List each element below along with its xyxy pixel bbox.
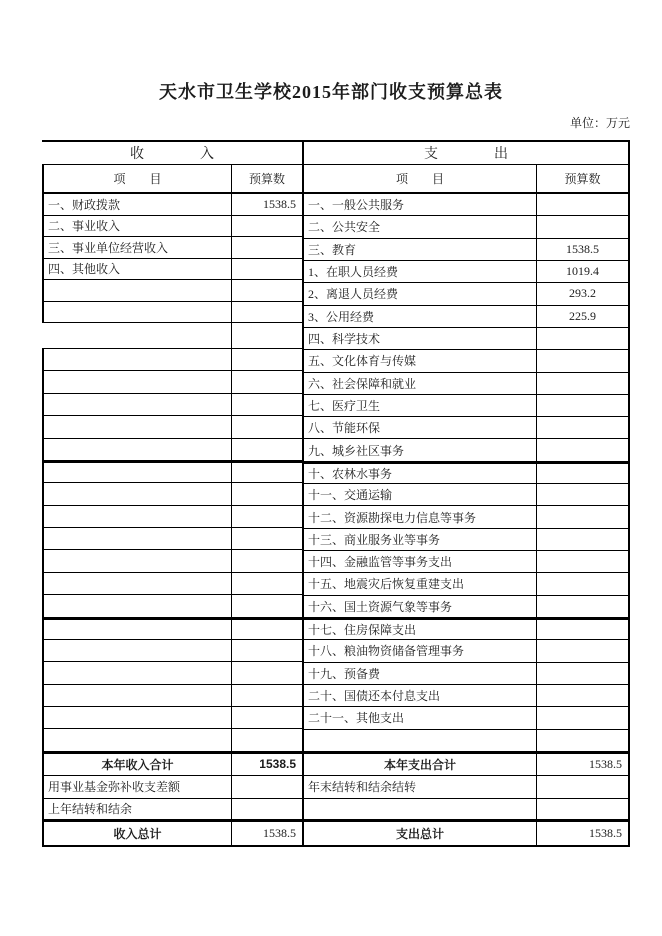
table-row <box>304 529 628 551</box>
item-cell: 十九、预备费 <box>308 666 381 681</box>
item-cell: 八、节能环保 <box>308 421 381 436</box>
table-row <box>304 820 628 845</box>
budget-cell <box>231 595 302 616</box>
budget-cell <box>231 662 302 683</box>
budget-cell <box>231 685 302 706</box>
table-row <box>304 462 628 484</box>
item-cell <box>44 662 231 683</box>
totals-label-cell: 本年收入合计 <box>101 757 174 772</box>
table-row <box>304 685 628 707</box>
item-cell <box>44 349 231 370</box>
income-totals <box>42 752 302 845</box>
item-cell <box>44 595 231 616</box>
item-cell <box>304 730 536 751</box>
item-cell <box>44 280 231 301</box>
budget-cell <box>536 551 628 572</box>
table-row <box>42 323 302 349</box>
budget-cell <box>536 328 628 349</box>
table-row <box>42 237 302 259</box>
item-cell: 五、文化体育与传媒 <box>308 354 417 369</box>
budget-cell <box>231 323 302 348</box>
table-row <box>42 820 302 845</box>
table-row <box>304 618 628 640</box>
totals-budget-cell <box>536 799 628 819</box>
item-cell: 一、一般公共服务 <box>308 198 405 213</box>
table-row <box>42 752 302 776</box>
budget-cell <box>536 373 628 394</box>
item-cell: 十七、住房保障支出 <box>308 623 417 638</box>
budget-cell <box>231 707 302 728</box>
table-row <box>304 484 628 506</box>
table-row <box>304 707 628 729</box>
budget-cell <box>536 640 628 661</box>
budget-cell <box>536 707 628 728</box>
item-cell: 四、其他收入 <box>48 262 121 277</box>
expense-section-header: 支 出 <box>304 142 628 165</box>
item-cell: 十一、交通运输 <box>308 488 393 503</box>
expense-col-item: 项 目 <box>395 172 444 186</box>
table-row <box>42 439 302 461</box>
item-cell: 十四、金融监管等事务支出 <box>308 555 453 570</box>
totals-label-cell: 本年支出合计 <box>383 757 456 772</box>
expense-half <box>302 142 628 845</box>
budget-cell <box>231 280 302 301</box>
budget-cell <box>231 237 302 258</box>
budget-cell <box>536 395 628 416</box>
item-cell <box>44 463 231 482</box>
budget-cell <box>231 640 302 661</box>
totals-label-cell: 收入总计 <box>113 826 162 841</box>
budget-cell <box>231 416 302 437</box>
expense-totals <box>304 752 628 845</box>
table-row <box>304 306 628 328</box>
table-row <box>304 417 628 439</box>
budget-cell <box>536 439 628 460</box>
item-cell: 六、社会保障和就业 <box>308 376 417 391</box>
table-row <box>42 394 302 416</box>
item-cell <box>44 371 231 392</box>
item-cell <box>44 573 231 594</box>
totals-budget-cell: 1538.5 <box>231 822 302 845</box>
budget-cell <box>536 194 628 215</box>
expense-rows <box>304 194 628 752</box>
budget-cell <box>231 259 302 280</box>
table-row <box>304 640 628 662</box>
expense-column-header <box>304 165 628 194</box>
item-cell <box>44 394 231 415</box>
table-row <box>42 595 302 617</box>
table-row <box>42 194 302 216</box>
budget-cell <box>536 663 628 684</box>
table-row <box>42 685 302 707</box>
table-row <box>304 663 628 685</box>
item-cell: 二十、国债还本付息支出 <box>308 689 441 704</box>
table-row <box>304 216 628 238</box>
totals-label-cell: 用事业基金弥补收支差额 <box>48 780 181 795</box>
item-cell <box>44 550 231 571</box>
income-rows <box>42 194 302 752</box>
item-cell: 三、教育 <box>308 242 357 257</box>
budget-cell: 293.2 <box>536 283 628 304</box>
table-row <box>42 483 302 505</box>
table-row <box>304 350 628 372</box>
table-row <box>42 416 302 438</box>
budget-cell <box>536 350 628 371</box>
item-cell: 一、财政拨款 <box>48 197 121 212</box>
table-row <box>42 799 302 820</box>
item-cell: 三、事业单位经营收入 <box>48 240 169 255</box>
table-row <box>304 730 628 752</box>
totals-budget-cell: 1538.5 <box>231 754 302 775</box>
budget-cell <box>231 550 302 571</box>
income-half <box>42 142 302 845</box>
budget-cell <box>231 729 302 750</box>
table-row <box>42 259 302 281</box>
budget-cell: 225.9 <box>536 306 628 327</box>
item-cell: 二、公共安全 <box>308 220 381 235</box>
item-cell <box>44 729 231 750</box>
item-cell <box>42 323 231 348</box>
item-cell <box>44 483 231 504</box>
table-row <box>304 506 628 528</box>
item-cell: 3、公用经费 <box>308 309 375 324</box>
item-cell <box>44 528 231 549</box>
income-col-item: 项 目 <box>113 172 162 186</box>
totals-label-cell: 上年结转和结余 <box>48 802 133 817</box>
totals-label-cell: 支出总计 <box>395 826 444 841</box>
budget-cell <box>536 484 628 505</box>
budget-cell: 1538.5 <box>231 194 302 215</box>
table-row <box>304 573 628 595</box>
table-row <box>304 373 628 395</box>
item-cell: 十五、地震灾后恢复重建支出 <box>308 577 465 592</box>
table-row <box>42 776 302 799</box>
budget-cell <box>231 349 302 370</box>
budget-table <box>42 140 630 847</box>
item-cell: 二、事业收入 <box>48 219 121 234</box>
budget-cell <box>231 371 302 392</box>
budget-cell <box>536 464 628 483</box>
totals-budget-cell <box>231 799 302 819</box>
table-row <box>304 799 628 820</box>
totals-budget-cell: 1538.5 <box>536 754 628 775</box>
table-row <box>42 280 302 302</box>
item-cell <box>44 685 231 706</box>
table-row <box>42 528 302 550</box>
item-cell <box>44 640 231 661</box>
table-row <box>42 216 302 238</box>
item-cell: 七、医疗卫生 <box>308 398 381 413</box>
budget-cell <box>536 620 628 639</box>
table-row <box>42 550 302 572</box>
item-cell: 四、科学技术 <box>308 332 381 347</box>
table-row <box>304 551 628 573</box>
totals-label-cell: 年末结转和结余结转 <box>308 780 417 795</box>
budget-cell <box>536 730 628 751</box>
table-row <box>304 194 628 216</box>
table-row <box>42 461 302 483</box>
unit-label: 单位：万元 <box>569 116 630 130</box>
item-cell <box>44 302 231 323</box>
table-row <box>42 302 302 324</box>
table-row <box>42 618 302 640</box>
budget-cell <box>231 302 302 323</box>
budget-cell <box>231 439 302 460</box>
table-row <box>304 776 628 799</box>
income-section-header: 收 入 <box>42 142 302 165</box>
budget-cell <box>231 573 302 594</box>
item-cell: 十三、商业服务业等事务 <box>308 532 441 547</box>
table-row <box>304 283 628 305</box>
item-cell <box>44 416 231 437</box>
expense-col-budget: 预算数 <box>536 165 628 192</box>
budget-cell <box>536 596 628 617</box>
budget-cell <box>536 216 628 237</box>
table-row <box>42 371 302 393</box>
item-cell: 十、农林水事务 <box>308 466 393 481</box>
item-cell: 二十一、其他支出 <box>308 711 405 726</box>
table-row <box>42 662 302 684</box>
table-row <box>42 707 302 729</box>
table-row <box>42 349 302 371</box>
item-cell: 2、离退人员经费 <box>308 287 399 302</box>
budget-cell <box>536 529 628 550</box>
item-cell: 九、城乡社区事务 <box>308 443 405 458</box>
table-row <box>42 573 302 595</box>
item-cell <box>44 506 231 527</box>
budget-cell <box>231 483 302 504</box>
table-row <box>304 395 628 417</box>
budget-cell <box>536 417 628 438</box>
table-row <box>42 640 302 662</box>
table-row <box>42 506 302 528</box>
budget-cell <box>231 463 302 482</box>
income-col-budget: 预算数 <box>231 165 302 192</box>
table-row <box>304 328 628 350</box>
table-row <box>42 729 302 751</box>
totals-budget-cell <box>231 776 302 798</box>
budget-cell <box>231 620 302 639</box>
table-row <box>304 439 628 461</box>
budget-cell <box>231 394 302 415</box>
income-column-header <box>42 165 302 194</box>
budget-cell <box>536 573 628 594</box>
table-row <box>304 752 628 776</box>
totals-budget-cell: 1538.5 <box>536 822 628 845</box>
table-row <box>304 261 628 283</box>
page-title: 天水市卫生学校2015年部门收支预算总表 <box>159 82 503 102</box>
budget-cell <box>536 685 628 706</box>
budget-cell <box>231 216 302 237</box>
budget-cell: 1538.5 <box>536 239 628 260</box>
item-cell <box>44 439 231 460</box>
totals-label-cell <box>304 799 536 819</box>
totals-budget-cell <box>536 776 628 798</box>
item-cell: 十八、粮油物资储备管理事务 <box>308 644 465 659</box>
item-cell <box>44 620 231 639</box>
item-cell: 1、在职人员经费 <box>308 265 399 280</box>
item-cell: 十六、国土资源气象等事务 <box>308 599 453 614</box>
item-cell: 十二、资源勘探电力信息等事务 <box>308 510 477 525</box>
item-cell <box>44 707 231 728</box>
table-row <box>304 596 628 618</box>
budget-cell <box>231 528 302 549</box>
budget-cell <box>536 506 628 527</box>
table-row <box>304 239 628 261</box>
budget-cell: 1019.4 <box>536 261 628 282</box>
budget-cell <box>231 506 302 527</box>
